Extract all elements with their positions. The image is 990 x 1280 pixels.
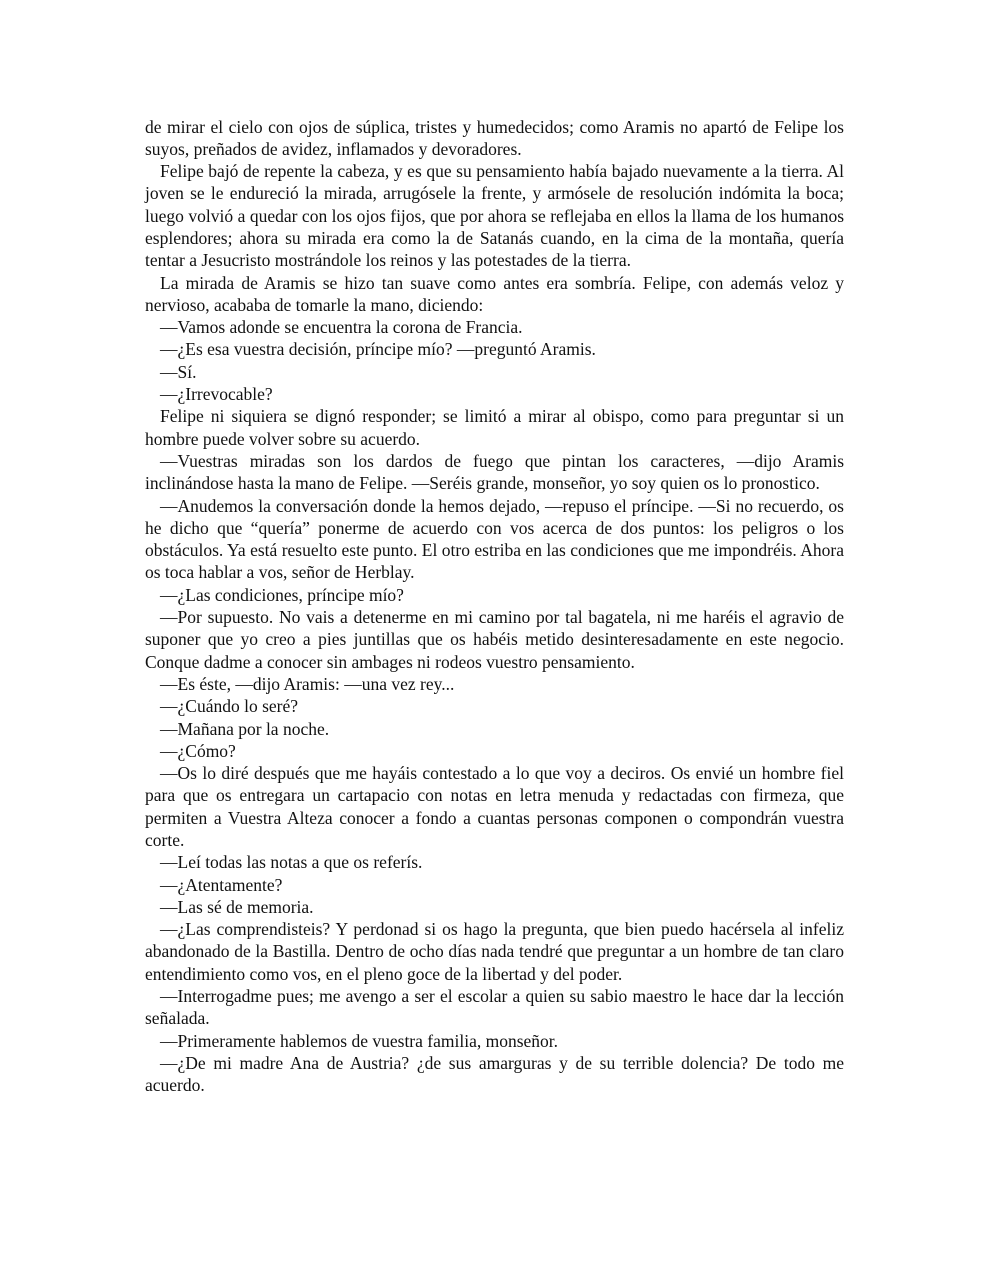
dialogue-line: —¿De mi madre Ana de Austria? ¿de sus amarguras y de su terrible dolencia? De todo me acuerdo. bbox=[145, 1052, 844, 1096]
dialogue-line: —Interrogadme pues; me avengo a ser el escolar a quien su sabio maestro le hace dar la lección señalada. bbox=[145, 986, 844, 1029]
dialogue-line: —Vuestras miradas son los dardos de fuego que pintan los caracteres, —dijo Aramis inclinándose hasta la mano de Felipe. —Seréis grande, monseñor, yo soy quien os lo pronostico. bbox=[145, 450, 844, 494]
dialogue-line: —Vamos adonde se encuentra la corona de Francia. bbox=[160, 317, 523, 338]
dialogue-line: —Por supuesto. No vais a detenerme en mi camino por tal bagatela, ni me haréis el agravio de suponer que yo creo a pies juntillas que os habéis metido desinteresadamente en este negocio. Conque dadme a conocer sin ambages ni rodeos vuestro pensamiento. bbox=[145, 607, 844, 672]
dialogue-line: —¿Atentamente? bbox=[160, 874, 283, 895]
dialogue-line: —Sí. bbox=[160, 361, 197, 382]
paragraph: Felipe bajó de repente la cabeza, y es que su pensamiento había bajado nuevamente a la tierra. Al joven se le endureció la mirada, arrugósele la frente, y armósele de resolución indómita la boca; luego volvió a quedar con los ojos fijos, que por ahora se reflejaba en ellos la llama de los humanos esplendores; ahora su mirada era como la de Satanás cuando, en la cima de la montaña, quería tentar a Jesucristo mostrándole los reinos y las potestades de la tierra. bbox=[145, 161, 844, 271]
paragraph: de mirar el cielo con ojos de súplica, tristes y humedecidos; como Aramis no apartó de Felipe los suyos, preñados de avidez, inflamados y devoradores. bbox=[145, 116, 844, 159]
dialogue-line: —Es éste, —dijo Aramis: —una vez rey... bbox=[160, 673, 455, 694]
dialogue-line: —Las sé de memoria. bbox=[160, 896, 314, 917]
dialogue-line: —¿Las comprendisteis? Y perdonad si os hago la pregunta, que bien puedo hacérsela al infeliz abandonado de la Bastilla. Dentro de ocho días nada tendré que preguntar a un hombre de tan claro entendimiento como vos, en el pleno goce de la libertad y del poder. bbox=[145, 919, 844, 984]
dialogue-line: —Leí todas las notas a que os referís. bbox=[160, 852, 423, 873]
paragraph: La mirada de Aramis se hizo tan suave como antes era sombría. Felipe, con además veloz y nervioso, acababa de tomarle la mano, diciendo: bbox=[145, 272, 844, 315]
dialogue-line: —¿Es esa vuestra decisión, príncipe mío? —preguntó Aramis. bbox=[160, 339, 596, 360]
paragraph: Felipe ni siquiera se dignó responder; se limitó a mirar al obispo, como para preguntar si un hombre puede volver sobre su acuerdo. bbox=[145, 406, 844, 449]
dialogue-line: —¿Cuándo lo seré? bbox=[160, 696, 299, 717]
dialogue-line: —¿Cómo? bbox=[160, 740, 236, 761]
dialogue-line: —¿Irrevocable? bbox=[160, 384, 273, 405]
dialogue-line: —Primeramente hablemos de vuestra familia, monseñor. bbox=[160, 1030, 559, 1051]
dialogue-line: —Anudemos la conversación donde la hemos dejado, —repuso el príncipe. —Si no recuerdo, os he dicho que “quería” ponerme de acuerdo con vos acerca de dos puntos: los peligros o los obstáculos. Ya está resuelto este punto. El otro estriba en las condiciones que me impondréis. Ahora os toca hablar a vos, señor de Herblay. bbox=[145, 495, 844, 583]
dialogue-line: —Os lo diré después que me hayáis contestado a lo que voy a deciros. Os envié un hombre fiel para que os entregara un cartapacio con notas en letra menuda y redactadas con firmeza, que permiten a Vuestra Alteza conocer a fondo a cuantas personas componen o compondrán vuestra corte. bbox=[145, 763, 844, 850]
dialogue-line: —Mañana por la noche. bbox=[160, 718, 330, 739]
dialogue-line: —¿Las condiciones, príncipe mío? bbox=[160, 584, 404, 605]
page-body bbox=[145, 116, 844, 1097]
